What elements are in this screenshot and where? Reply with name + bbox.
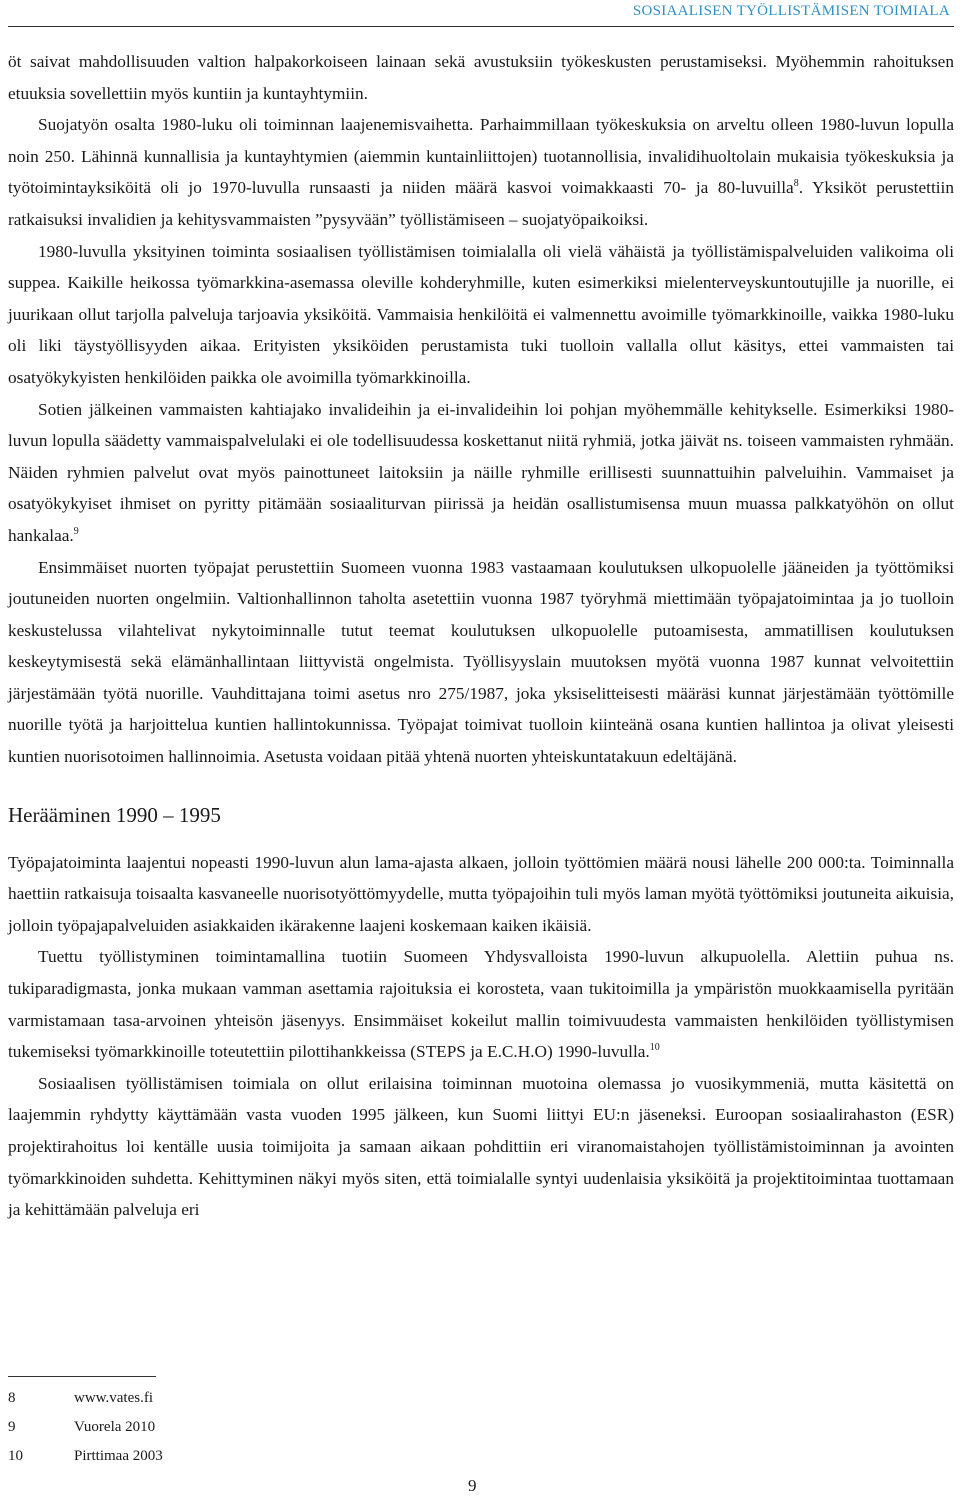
running-header: SOSIAALISEN TYÖLLISTÄMISEN TOIMIALA [632, 3, 950, 19]
text-span: . Yksiköt perustettiin ratkaisuksi invalidien ja kehitysvammaisten ”pysyvään” työllistämiseen – suojatyöpaikoiksi. [8, 178, 954, 229]
paragraph [8, 552, 954, 773]
footnote-number: 9 [8, 1419, 16, 1435]
text-span: Sosiaalisen työllistämisen toimiala on ollut erilaisina toiminnan muotoina olemassa jo vuosikymmeniä, mutta käsitettä on laajemmin ryhdytty käyttämään vasta vuoden 1995 jälkeen, kun Suomi liittyi EU:n jäseneksi. Euroopan sosiaalirahaston (ESR) projektirahoitus loi kentälle uusia toimijoita ja samaan aikaan pohdittiin eri viranomaistahojen työllistämistoiminnan ja avointen työmarkkinoiden suhdetta. Kehittyminen näkyi myös siten, että toimialalle syntyi uudenlaisia yksiköitä ja projektitoimintaa tuottamaan ja kehittämään palveluja eri [8, 1073, 954, 1220]
paragraph [8, 109, 954, 235]
paragraph [8, 941, 954, 1067]
footnote-text: Pirttimaa 2003 [74, 1448, 163, 1464]
footnote-item [8, 1442, 163, 1471]
section-heading: Herääminen 1990 – 1995 [8, 802, 221, 827]
paragraph [8, 236, 954, 394]
footnote-ref: 9 [73, 525, 79, 537]
footnotes [8, 1384, 163, 1471]
text-span: Tuettu työllistyminen toimintamallina tuotiin Suomeen Yhdysvalloista 1990-luvun alkupuolella. Alettiin puhua ns. tukiparadigmasta, jonka mukaan vamman asettamia rajoituksia ei korosteta, vaan tukitoimilla ja ympäristön muokkaamisella pyritään varmistamaan tasa-arvoinen yhteisön jäsenyys. Ensimmäiset kokeilut mallin toimivuudesta vammaisten henkilöiden työllistymisen tukemiseksi työmarkkinoille toteutettiin pilottihankkeissa (STEPS ja E.C.H.O) 1990-luvulla. [8, 947, 954, 1062]
footnote-number: 8 [8, 1390, 16, 1406]
footnote-item [8, 1384, 163, 1413]
footnote-item [8, 1413, 163, 1442]
text-span: Työpajatoiminta laajentui nopeasti 1990-luvun alun lama-ajasta alkaen, jolloin työttömien määrä nousi lähelle 200 000:ta. Toiminnalla haettiin ratkaisuja toisaalta kasvaneelle nuorisotyöttömyydelle, mutta työpajoihin tuli myös laman myötä työttömiksi joutuneita aikuisia, jolloin työpajapalveluiden asiakkaiden ikärakenne laajeni koskemaan kaiken ikäisiä. [8, 852, 954, 935]
body-text [8, 46, 954, 1226]
text-span: Suojatyön osalta 1980-luku oli toiminnan laajenemisvaihetta. Parhaimmillaan työkeskuksia on arveltu olleen 1980-luvun lopulla noin 250. Lähinnä kunnallisia ja kuntayhtymien (aiemmin kuntainliittojen) tuotannollisia, invalidihuoltolain mukaisia työkeskuksia ja työtoimintayksiköitä oli jo 1970-luvulla runsaasti ja niiden määrä kasvoi voimakkaasti 70- ja 80-luvuilla [8, 115, 954, 198]
text-span: 1980-luvulla yksityinen toiminta sosiaalisen työllistämisen toimialalla oli vielä vähäistä ja työllistämispalveluiden valikoima oli suppea. Kaikille heikossa työmarkkina-asemassa oleville kohderyhmille, kuten esimerkiksi mielenterveyskuntoutujille ja nuorille, ei juurikaan ollut tarjolla palveluja tarjoavia yksiköitä. Vammaisia henkilöitä ei valmennettu avoimille työmarkkinoille, vaikka 1980-luku oli liki täystyöllisyyden aikaa. Erityisten yksiköiden perustamista tuki tuolloin vallalla ollut käsitys, ettei vammaisten tai osatyökykyisten henkilöiden paikka ole avoimilla työmarkkinoilla. [8, 241, 954, 387]
paragraph [8, 1068, 954, 1226]
footnote-text: www.vates.fi [74, 1390, 154, 1406]
footnote-rule [8, 1376, 156, 1377]
header-rule [8, 26, 954, 27]
footnote-ref: 10 [649, 1042, 660, 1054]
page-number: 9 [468, 1476, 477, 1495]
paragraph [8, 394, 954, 552]
text-span: Ensimmäiset nuorten työpajat perustettiin Suomeen vuonna 1983 vastaamaan koulutuksen ulkopuolelle jääneiden ja työttömiksi joutuneiden nuorten ongelmiin. Valtionhallinnon taholta asetettiin vuonna 1987 työryhmä miettimään työpajatoimintaa ja jo tuolloin keskustelussa vilahtelivat nykytoiminnalle tutut teemat koulutuksen ulkopuolelle putoamisesta, ammatillisen koulutuksen keskeytymisestä sekä elämänhallintaan liittyvistä ongelmista. Työllisyyslain muutoksen myötä vuonna 1987 kunnat velvoitettiin järjestämään työtä nuorille. Vauhdittajana toimi asetus nro 275/1987, joka yksiselitteisesti määräsi kunnat järjestämään työttömille nuorille työtä ja harjoittelua kuntien hallintokunnissa. Työpajat toimivat tuolloin kiinteänä osana kuntien hallintoa ja olivat yleisesti kuntien nuorisotoimen hallinnoimia. Asetusta voidaan pitää yhtenä nuorten yhteiskuntatakuun edeltäjänä. [8, 557, 954, 767]
footnote-text: Vuorela 2010 [74, 1419, 156, 1435]
paragraph-continuation [8, 46, 954, 109]
text-span: öt saivat mahdollisuuden valtion halpakorkoiseen lainaan sekä avustuksiin työkeskusten perustamiseksi. Myöhemmin rahoituksen etuuksia sovellettiin myös kuntiin ja kuntayhtymiin. [8, 52, 954, 103]
footnote-number: 10 [8, 1448, 23, 1464]
paragraph [8, 847, 954, 942]
footnote-ref: 8 [793, 178, 799, 190]
text-span: Sotien jälkeinen vammaisten kahtiajako invalideihin ja ei-invalideihin loi pohjan myöhemmälle kehitykselle. Esimerkiksi 1980-luvun lopulla säädetty vammaispalvelulaki ei ole todellisuudessa koskettanut niitä ryhmiä, jotka jäivät ns. toiseen vammaisten ryhmään. Näiden ryhmien palvelut ovat myös painottuneet laitoksiin ja näille ryhmille erillisesti suunnattuihin palveluihin. Vammaiset ja osatyökykyiset ihmiset on pyritty pitämään sosiaaliturvan piirissä ja heidän osallistumisensa muun muassa palkkatyöhön on ollut hankalaa. [8, 399, 954, 545]
